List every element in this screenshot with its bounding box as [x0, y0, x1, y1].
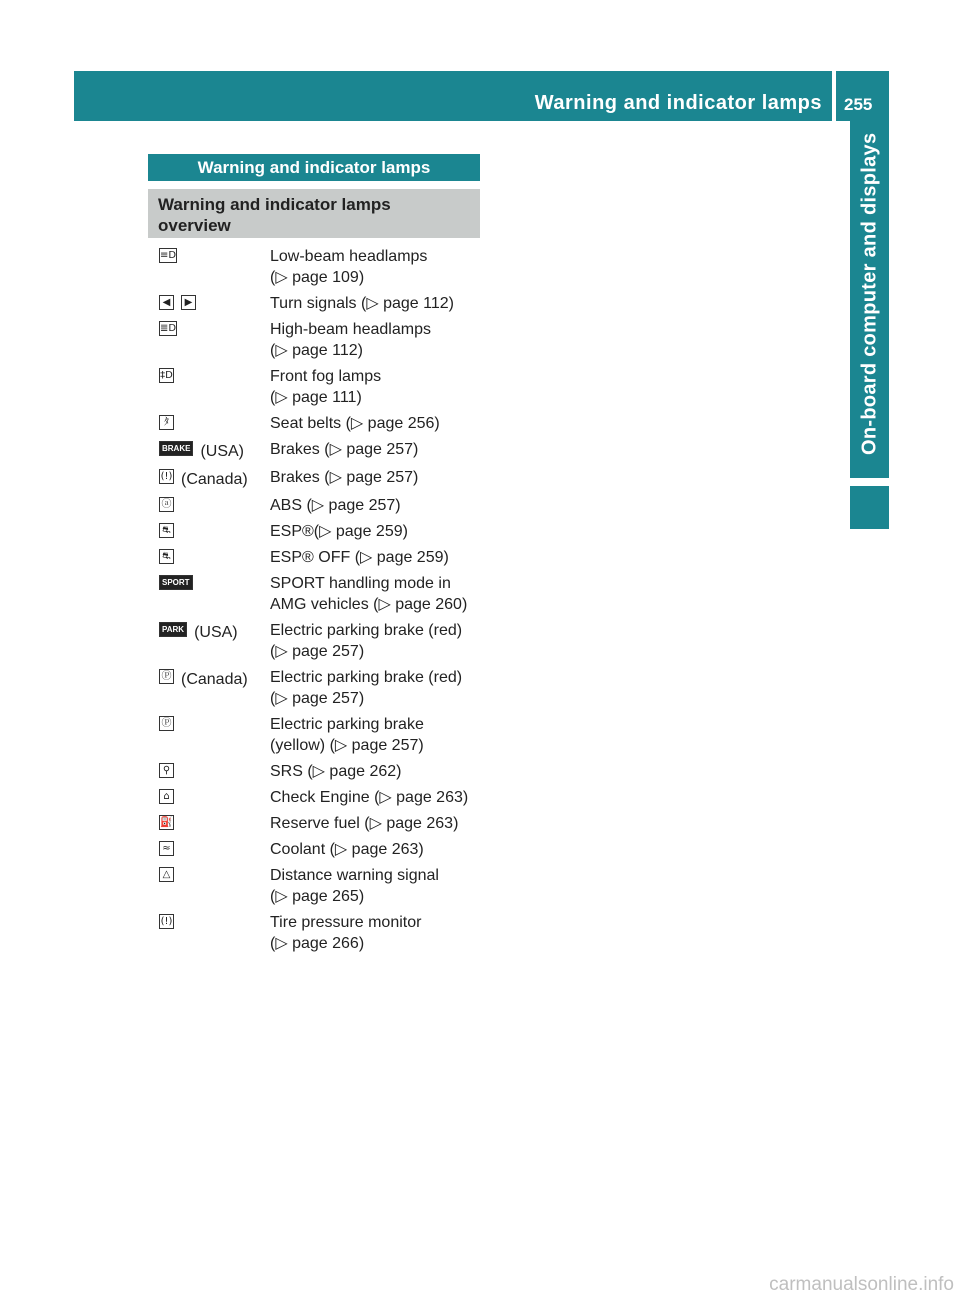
indicator-symbol-cell — [148, 667, 270, 709]
indicator-description — [270, 912, 480, 954]
watermark: carmanualsonline.info — [769, 1274, 954, 1295]
srs-icon: ⚲ — [159, 763, 174, 778]
description-line1: SRS (▷ page 262) — [270, 763, 402, 780]
indicator-symbol-cell — [148, 319, 270, 361]
indicator-description — [270, 319, 480, 361]
description-line2: (▷ page 111) — [270, 389, 362, 406]
description-line1: ABS (▷ page 257) — [270, 497, 401, 514]
low-beam-icon: ≡D — [159, 248, 177, 263]
description-line1: SPORT handling mode in — [270, 575, 451, 592]
indicator-row — [148, 865, 480, 907]
indicator-description — [270, 714, 480, 756]
indicator-description — [270, 865, 480, 907]
region-note: (Canada) — [181, 671, 248, 688]
indicator-row — [148, 547, 480, 568]
description-line1: Electric parking brake (red) — [270, 669, 463, 686]
indicator-description — [270, 246, 480, 288]
region-note: (Canada) — [181, 471, 248, 488]
description-line2: (▷ page 109) — [270, 269, 365, 286]
indicator-row — [148, 761, 480, 782]
indicator-symbol-cell — [148, 620, 270, 662]
indicator-description — [270, 547, 480, 568]
indicator-symbol-cell — [148, 521, 270, 542]
indicator-symbol-cell — [148, 439, 270, 462]
indicator-row — [148, 246, 480, 288]
seat-belt-icon: ﾀ — [159, 415, 174, 430]
chapter-side-marker — [850, 486, 889, 529]
brake-text-icon: BRAKE — [159, 441, 193, 456]
high-beam-icon: ≣D — [159, 321, 177, 336]
indicator-row — [148, 366, 480, 408]
description-line1: Coolant (▷ page 263) — [270, 841, 424, 858]
indicator-symbol-cell — [148, 813, 270, 834]
indicator-symbol-cell — [148, 761, 270, 782]
indicator-description — [270, 667, 480, 709]
indicator-row — [148, 293, 480, 314]
indicator-description — [270, 761, 480, 782]
sport-icon: SPORT — [159, 575, 193, 590]
description-line1: Electric parking brake (red) — [270, 622, 463, 639]
park-circle-yellow-icon: Ⓟ — [159, 716, 174, 731]
indicator-row — [148, 839, 480, 860]
indicator-description — [270, 366, 480, 408]
indicator-description — [270, 839, 480, 860]
indicator-description — [270, 413, 480, 434]
indicator-symbol-cell — [148, 413, 270, 434]
front-fog-icon: ‡D — [159, 368, 174, 383]
turn-left-icon: ◀ — [159, 295, 174, 310]
indicator-row — [148, 319, 480, 361]
indicator-symbol-cell — [148, 787, 270, 808]
description-line1: Turn signals (▷ page 112) — [270, 295, 454, 312]
description-line2: (▷ page 266) — [270, 935, 365, 952]
indicator-symbol-cell — [148, 865, 270, 907]
description-line1: Distance warning signal — [270, 867, 439, 884]
indicator-description — [270, 293, 480, 314]
indicator-row — [148, 912, 480, 954]
description-line2: (▷ page 257) — [270, 690, 365, 707]
indicator-symbol-cell — [148, 839, 270, 860]
turn-right-icon: ▶ — [181, 295, 196, 310]
park-text-icon: PARK — [159, 622, 187, 637]
description-line2: (▷ page 257) — [270, 643, 365, 660]
indicator-description — [270, 495, 480, 516]
indicator-row — [148, 813, 480, 834]
indicator-symbol-cell — [148, 912, 270, 954]
description-line1: Brakes (▷ page 257) — [270, 441, 419, 458]
indicator-symbol-cell — [148, 366, 270, 408]
description-line1: Tire pressure monitor — [270, 914, 422, 931]
indicator-description — [270, 467, 480, 490]
coolant-icon: ≈ — [159, 841, 174, 856]
indicator-description — [270, 787, 480, 808]
brake-circle-icon: (!) — [159, 469, 174, 484]
description-line1: Brakes (▷ page 257) — [270, 469, 419, 486]
abs-icon: ⓐ — [159, 497, 174, 512]
check-engine-icon: ⌂ — [159, 789, 174, 804]
indicator-description — [270, 439, 480, 462]
page-number-box — [836, 71, 889, 121]
description-line1: Low-beam headlamps — [270, 248, 428, 265]
indicator-symbol-cell — [148, 714, 270, 756]
description-line2: (▷ page 112) — [270, 342, 363, 359]
header-bar — [74, 71, 832, 121]
tire-pressure-icon: (!) — [159, 914, 174, 929]
subsection-title — [148, 189, 480, 238]
region-note: (USA) — [194, 624, 238, 641]
chapter-side-tab — [850, 121, 889, 478]
esp-off-icon: ⛐ — [159, 549, 174, 564]
section-title: Warning and indicator lamps — [148, 154, 480, 181]
indicator-row — [148, 787, 480, 808]
indicator-description — [270, 521, 480, 542]
chapter-side-label: On-board computer and displays — [858, 132, 880, 455]
description-line1: ESP®(▷ page 259) — [270, 523, 408, 540]
indicator-description — [270, 620, 480, 662]
park-circle-icon: Ⓟ — [159, 669, 174, 684]
description-line1: Reserve fuel (▷ page 263) — [270, 815, 459, 832]
subsection-title-line1: Warning and indicator lamps — [158, 195, 391, 214]
description-line1: Electric parking brake — [270, 716, 424, 733]
running-header-title: Warning and indicator lamps — [534, 92, 822, 114]
esp-icon: ⛐ — [159, 523, 174, 538]
indicator-row — [148, 521, 480, 542]
indicator-row — [148, 439, 480, 462]
indicator-row — [148, 667, 480, 709]
description-line1: Front fog lamps — [270, 368, 382, 385]
description-line1: High-beam headlamps — [270, 321, 431, 338]
indicator-list — [148, 246, 480, 959]
indicator-symbol-cell — [148, 573, 270, 615]
subsection-title-line2: overview — [158, 216, 231, 235]
indicator-row — [148, 573, 480, 615]
description-line1: ESP® OFF (▷ page 259) — [270, 549, 449, 566]
region-note: (USA) — [200, 443, 245, 460]
description-line1: Check Engine (▷ page 263) — [270, 789, 469, 806]
description-line1: Seat belts (▷ page 256) — [270, 415, 440, 432]
indicator-description — [270, 813, 480, 834]
distance-warning-icon: △ — [159, 867, 174, 882]
indicator-symbol-cell — [148, 467, 270, 490]
indicator-description — [270, 573, 480, 615]
indicator-row — [148, 413, 480, 434]
page-number: 255 — [844, 95, 873, 114]
indicator-row — [148, 620, 480, 662]
indicator-symbol-cell — [148, 547, 270, 568]
fuel-icon: ⛽ — [159, 815, 174, 830]
description-line2: (▷ page 265) — [270, 888, 365, 905]
indicator-row — [148, 714, 480, 756]
description-line2: (yellow) (▷ page 257) — [270, 737, 424, 754]
indicator-symbol-cell — [148, 246, 270, 288]
indicator-row — [148, 495, 480, 516]
indicator-symbol-cell — [148, 495, 270, 516]
description-line2: AMG vehicles (▷ page 260) — [270, 596, 468, 613]
indicator-symbol-cell — [148, 293, 270, 314]
indicator-row — [148, 467, 480, 490]
